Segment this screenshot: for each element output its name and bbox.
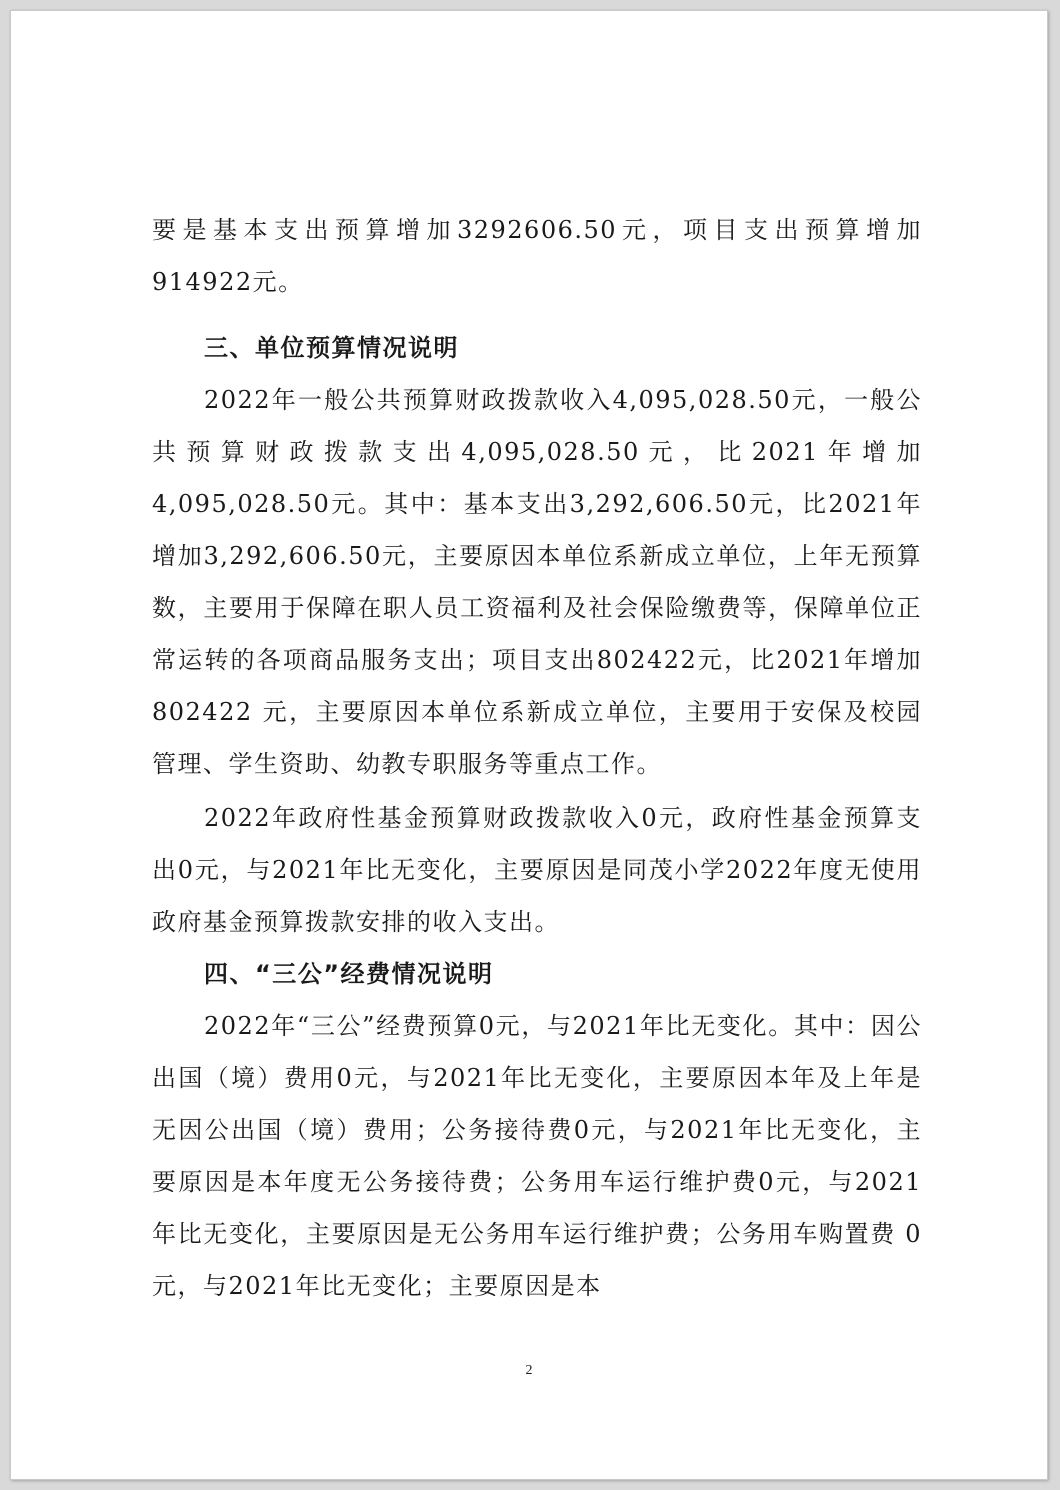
paragraph-government-fund: 2022年政府性基金预算财政拨款收入0元，政府性基金预算支出0元，与2021年比无变化，主要原因是同茂小学2022年度无使用政府基金预算拨款安排的收入支出。 xyxy=(152,804,922,936)
paragraph-three-public-expenses: 2022年“三公”经费预算0元，与2021年比无变化。其中：因公出国（境）费用0元，与2021年比无变化，主要原因本年及上年是无因公出国（境）费用；公务接待费0元，与2021年比无变化，主要原因是本年度无公务接待费；公务用车运行维护费0元，与2021年比无变化，主要原因是无公务用车运行维护费；公务用车购置费 0元，与2021年比无变化；主要原因是本 xyxy=(152,1012,922,1300)
document-body xyxy=(152,204,922,1312)
document-page xyxy=(10,10,1048,1480)
section-heading-three-public: 四、“三公”经费情况说明 xyxy=(204,960,494,988)
section-heading-unit-budget: 三、单位预算情况说明 xyxy=(204,334,459,362)
page-number: 2 xyxy=(525,1363,533,1378)
paragraph-continuation: 要是基本支出预算增加3292606.50元，项目支出预算增加914922元。 xyxy=(152,216,922,296)
paragraph-general-budget: 2022年一般公共预算财政拨款收入4,095,028.50元，一般公共预算财政拨款支出4,095,028.50元，比2021年增加4,095,028.50元。其中：基本支出3,292,606.50元，比2021年增加3,292,606.50元，主要原因本单位系新成立单位，上年无预算数，主要用于保障在职人员工资福利及社会保险缴费等，保障单位正常运转的各项商品服务支出；项目支出802422元，比2021年增加802422 元，主要原因本单位系新成立单位，主要用于安保及校园管理、学生资助、幼教专职服务等重点工作。 xyxy=(152,386,922,778)
